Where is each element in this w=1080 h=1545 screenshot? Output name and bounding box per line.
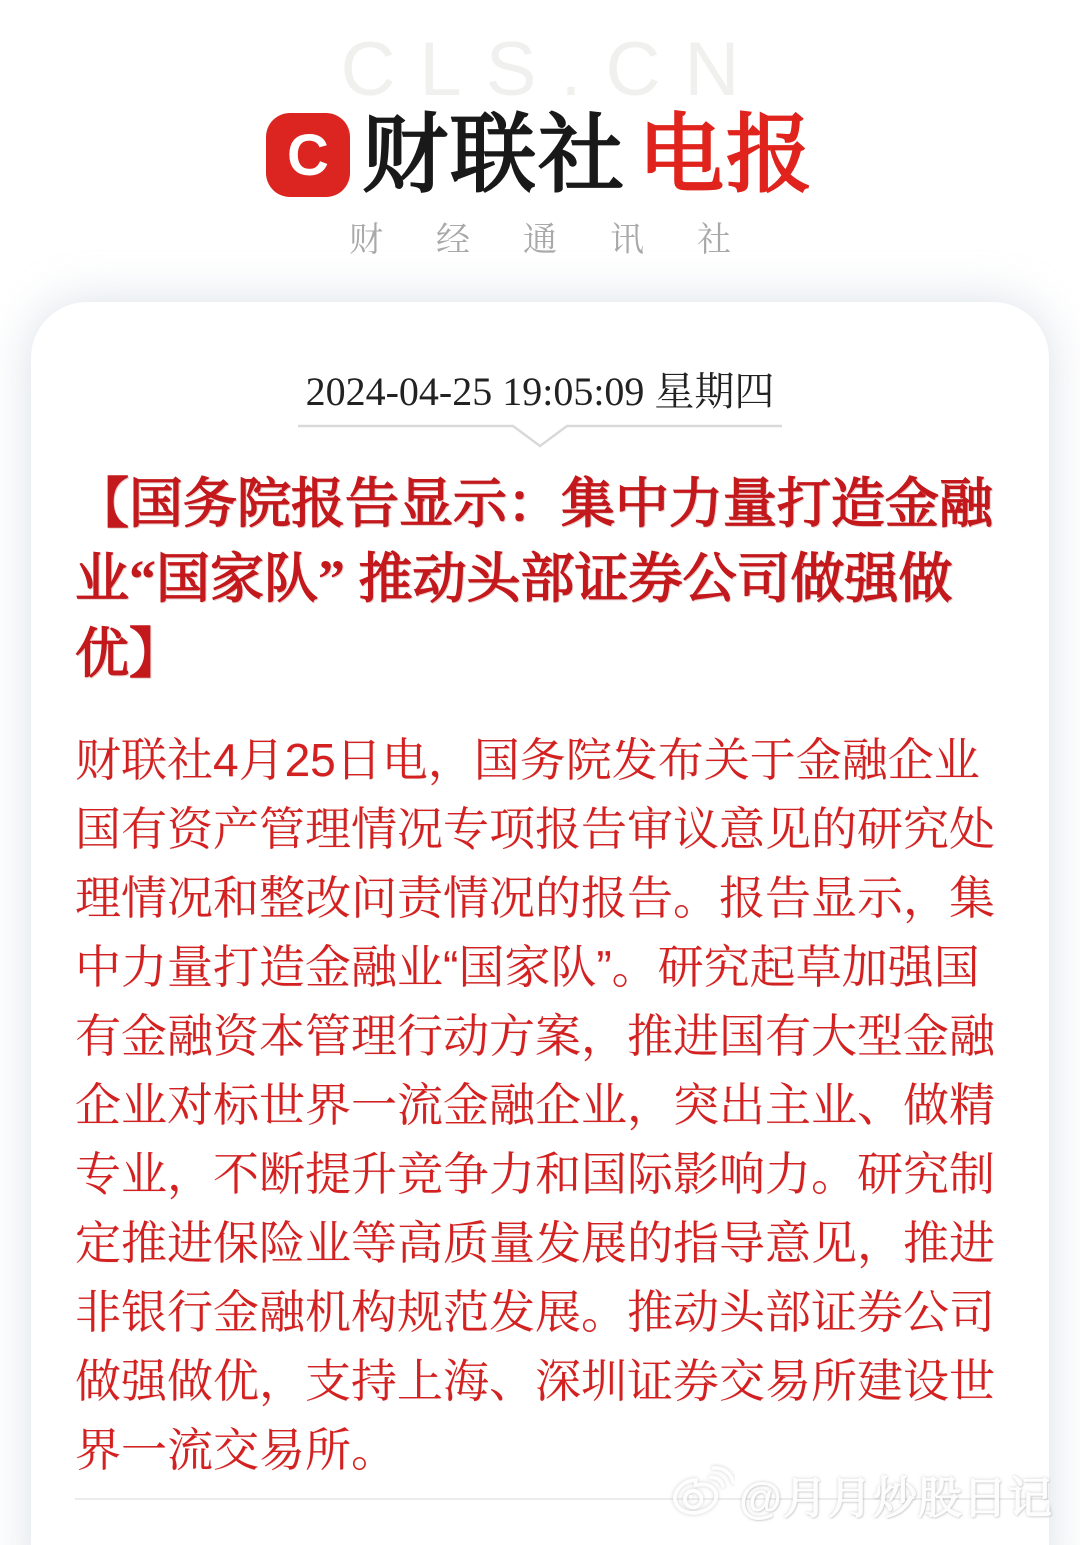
watermark-handle: @月月炒股日记 bbox=[739, 1474, 1053, 1523]
weibo-watermark bbox=[669, 1462, 1053, 1526]
telegram-card bbox=[31, 302, 1053, 1545]
brand-name-black: 财联社 bbox=[362, 107, 626, 203]
divider-chevron-icon bbox=[297, 424, 783, 450]
brand-name-red: 电报 bbox=[638, 107, 814, 203]
headline: 【国务院报告显示：集中力量打造金融业“国家队” 推动头部证券公司做强做优】 bbox=[75, 474, 993, 684]
cls-url-watermark: CLS.CN bbox=[340, 27, 764, 112]
brand-subtitle: 财经通讯社 bbox=[349, 221, 784, 259]
article-body: 财联社4月25日电，国务院发布关于金融企业国有资产管理情况专项报告审议意见的研究处理情况和整改问责情况的报告。报告显示，集中力量打造金融业“国家队”。研究起草加强国有金融资本管理行动方案，推进国有大型金融企业对标世界一流金融企业，突出主业、做精专业，不断提升竞争力和国际影响力。研究制定推进保险业等高质量发展的指导意见，推进非银行金融机构规范发展。推动头部证券公司做强做优，支持上海、深圳证券交易所建设世界一流交易所。 bbox=[75, 734, 995, 1476]
timestamp: 2024-04-25 19:05:09 星期四 bbox=[305, 369, 775, 414]
cls-logo-icon bbox=[266, 113, 350, 197]
brand-header bbox=[0, 0, 1080, 302]
weibo-icon bbox=[669, 1463, 735, 1525]
brand-logo bbox=[0, 107, 1080, 203]
logo-letter: C bbox=[287, 122, 329, 188]
